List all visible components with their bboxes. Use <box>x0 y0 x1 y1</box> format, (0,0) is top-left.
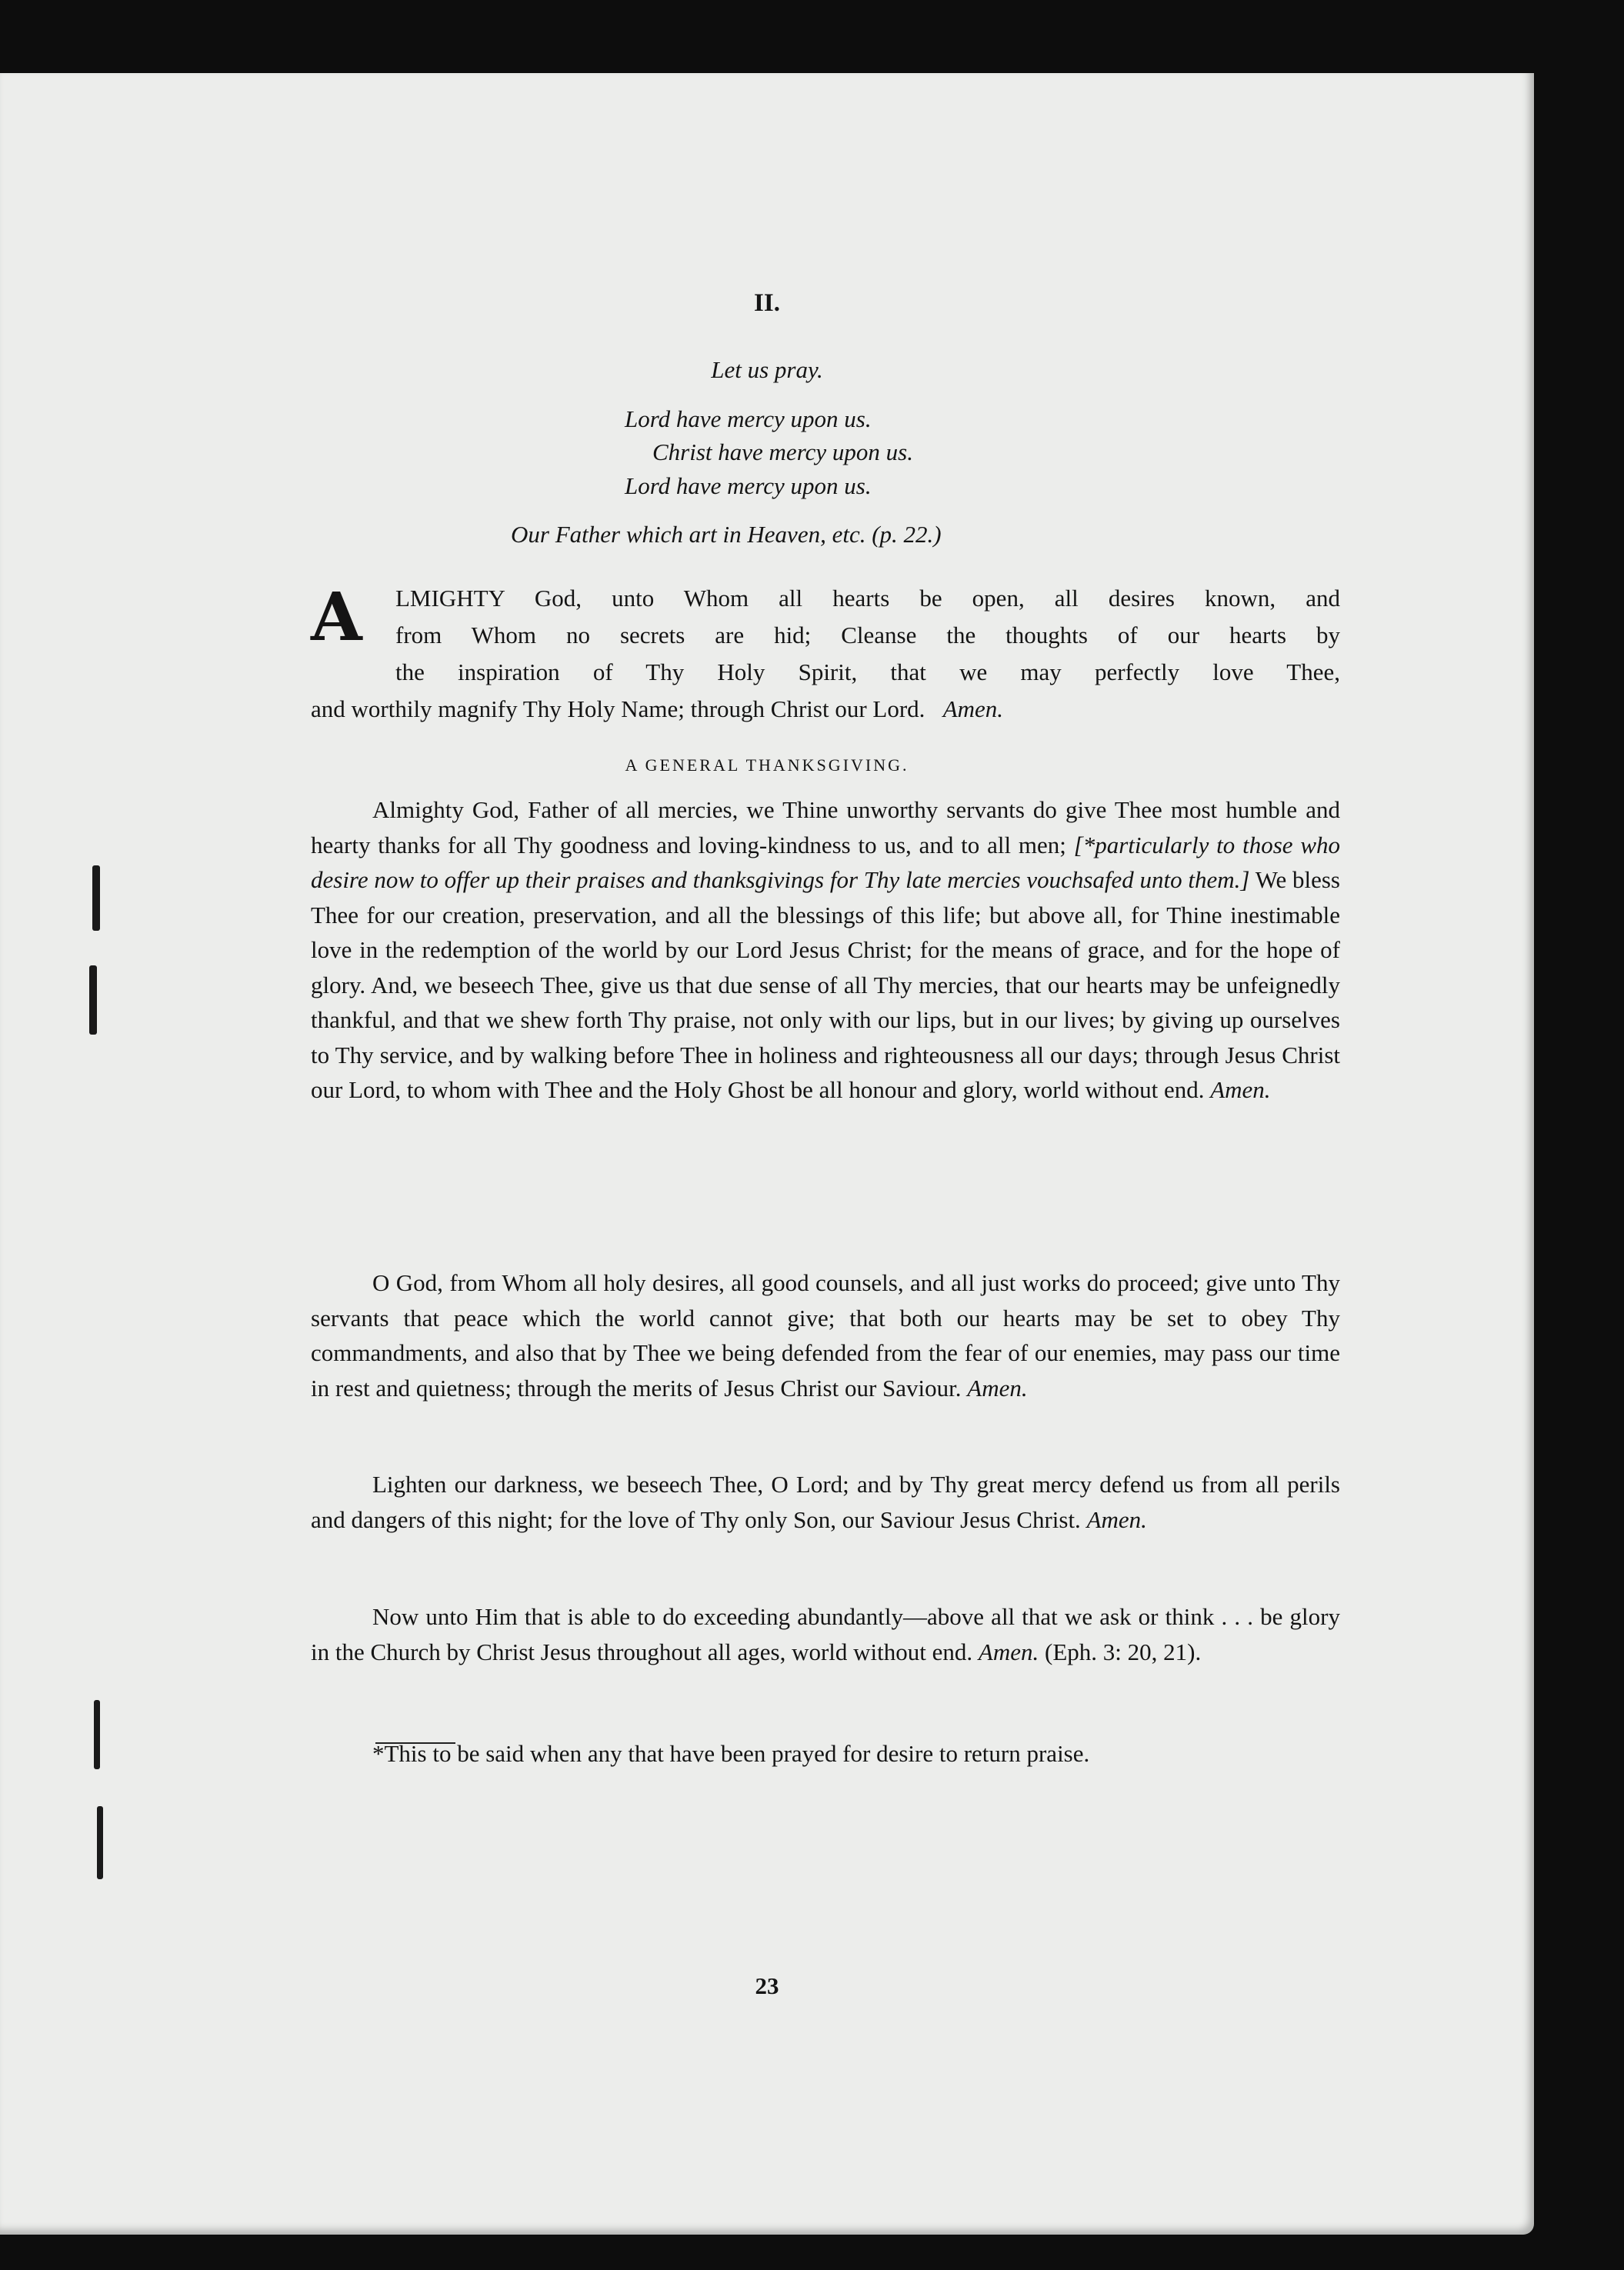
section-number: II. <box>754 289 780 317</box>
thanksgiving-part-1: Almighty God, Father of all mercies, we Thine unworthy servants do give Thee most humble and hearty thanks for all Thy goodness and loving-kindness to us, and to all men; <box>311 796 1340 858</box>
general-thanksgiving <box>311 792 1340 1108</box>
peace-amen: Amen. <box>967 1374 1028 1402</box>
collect-amen: Amen. <box>942 695 1004 722</box>
kyrie-line-3: Lord have mercy upon us. <box>625 472 872 499</box>
collect-line-4-text: and worthily magnify Thy Holy Name; through Christ our Lord. <box>311 695 925 722</box>
lords-prayer-reference: Our Father which art in Heaven, etc. (p. 22.) <box>511 521 942 548</box>
doxology-amen: Amen. <box>978 1638 1039 1665</box>
collect-for-aid <box>311 1467 1340 1537</box>
footnote: *This to be said when any that have been prayed for desire to return praise. <box>372 1740 1090 1767</box>
collect-line-3: the inspiration of Thy Holy Spirit, that we may perfectly love Thee, <box>395 658 1340 685</box>
scan-mark-4 <box>97 1806 103 1879</box>
doxology-text: Now unto Him that is able to do exceeding abundantly—above all that we ask or think . . . be glory in the Church by Christ Jesus throughout all ages, world without end. <box>311 1603 1340 1665</box>
collect-line-4 <box>311 691 1340 728</box>
thanksgiving-heading: A GENERAL THANKSGIVING. <box>625 755 909 775</box>
doxology-reference: (Eph. 3: 20, 21). <box>1045 1638 1202 1665</box>
thanksgiving-part-2: We bless Thee for our creation, preservation, and all the blessings of this life; but above all, for Thine inestimable love in the redemption of the world by our Lord Jesus Christ; for the means of grace, and for the hope of glory. And, we beseech Thee, give us that due sense of all Thy mercies, that our hearts may be unfeignedly thankful, and that we shew forth Thy praise, not only with our lips, but in our lives; by giving up ourselves to Thy service, and by walking before Thee in holiness and righteousness all our days; through Jesus Christ our Lord, to whom with Thee and the Holy Ghost be all honour and glory, world without end. <box>311 866 1340 1103</box>
invitation-to-prayer: Let us pray. <box>711 356 823 383</box>
scan-mark-3 <box>94 1700 100 1769</box>
collect-for-purity <box>311 580 1340 728</box>
aid-text: Lighten our darkness, we beseech Thee, O Lord; and by Thy great mercy defend us from all perils and dangers of this night; for the love of Thy only Son, our Saviour Jesus Christ. <box>311 1471 1340 1533</box>
page-number: 23 <box>755 1972 779 1999</box>
thanksgiving-amen: Amen. <box>1210 1076 1271 1103</box>
doxology <box>311 1599 1340 1669</box>
scanned-page <box>0 73 1534 2235</box>
collect-for-peace <box>311 1265 1340 1405</box>
peace-text: O God, from Whom all holy desires, all good counsels, and all just works do proceed; give unto Thy servants that peace which the world cannot give; that both our hearts may be set to obey Thy commandments, and also that by Thee we being defended from the fear of our enemies, may pass our time in rest and quietness; through the merits of Jesus Christ our Saviour. <box>311 1269 1340 1402</box>
drop-cap: A <box>311 578 362 656</box>
scan-mark-1 <box>92 865 100 931</box>
thanksgiving-bracket-note: [*particularly to those who desire now to offer up their praises and thanksgivings for Thy late mercies vouchsafed unto them.] <box>311 831 1340 893</box>
collect-line-2: from Whom no secrets are hid; Cleanse the thoughts of our hearts by <box>395 622 1340 648</box>
kyrie-line-1: Lord have mercy upon us. <box>625 405 872 432</box>
aid-amen: Amen. <box>1086 1505 1147 1533</box>
scan-mark-2 <box>89 965 97 1035</box>
kyrie-line-2: Christ have mercy upon us. <box>652 438 913 465</box>
collect-line-1: LMIGHTY God, unto Whom all hearts be open, all desires known, and <box>395 585 1340 612</box>
